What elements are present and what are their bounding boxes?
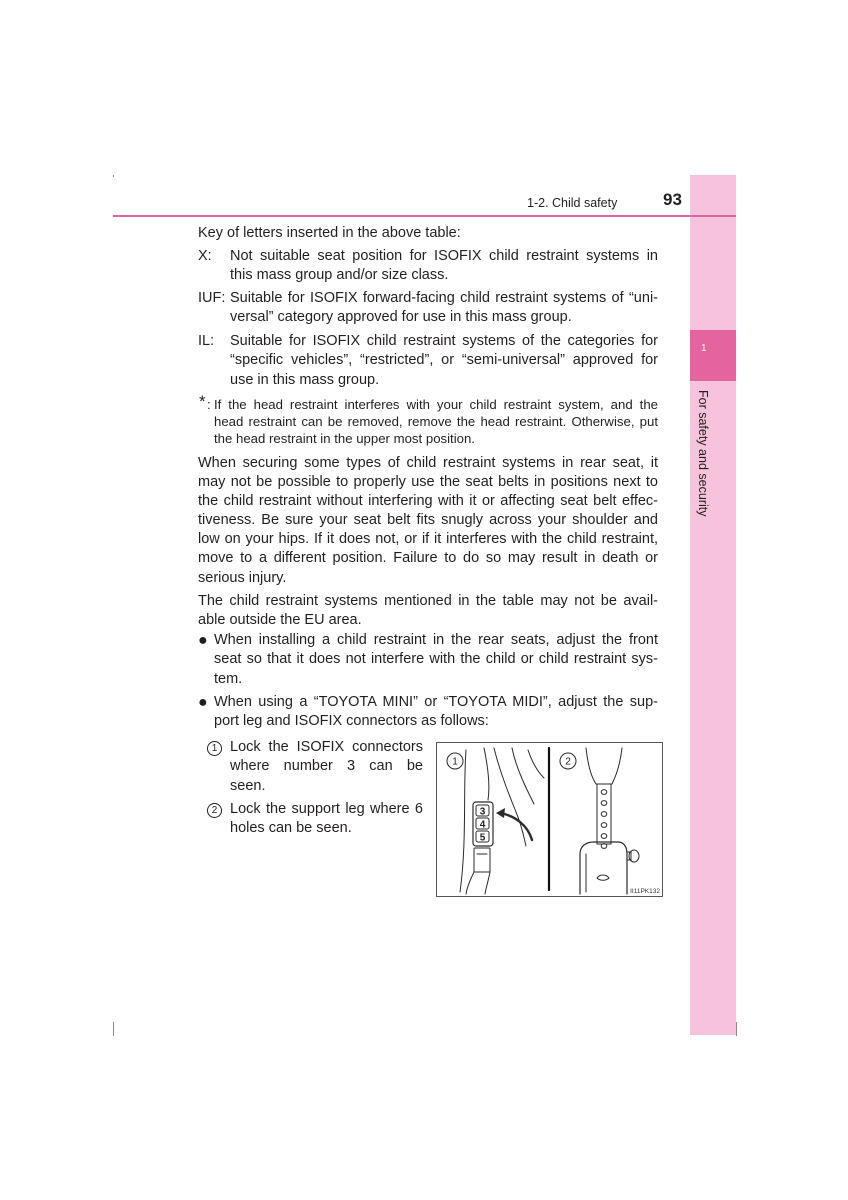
chapter-tab: [690, 330, 736, 381]
key-text: [230, 332, 658, 390]
text-line: serious injury.: [198, 569, 287, 586]
text-line: may not be possible to properly use the seat belts in positions next to: [198, 473, 658, 490]
text-line: Suitable for ISOFIX child restraint systems of the categories for: [230, 333, 658, 349]
seat-edge-line: [466, 872, 474, 894]
text-line: tem.: [214, 670, 243, 687]
text-line: this mass group and/or size class.: [230, 267, 449, 284]
guide-number-5: 5: [479, 832, 486, 844]
text-line: Not suitable seat position for ISOFIX child restraint systems in: [230, 248, 658, 264]
text-line: Key of letters inserted in the above table:: [198, 225, 461, 241]
seat-edge-line: [460, 750, 466, 892]
step-number-badge: 2: [207, 803, 222, 818]
footnote-marker-suffix: :: [207, 397, 211, 412]
step-1: [198, 738, 428, 796]
key-label: IL:: [198, 333, 215, 349]
footnote-marker: *: [199, 392, 206, 411]
pointer-arrowhead: [496, 808, 505, 818]
isofix-bracket: [474, 848, 490, 872]
key-item-x: [198, 247, 658, 286]
paragraph-seat-belt-warning: [198, 454, 658, 588]
text-line: able outside the EU area.: [198, 612, 362, 629]
guide-number-3: 3: [479, 806, 486, 818]
step-text: [230, 738, 423, 796]
guide-number-4: 4: [479, 819, 486, 831]
support-leg-housing: [580, 842, 627, 894]
text-line: When installing a child restraint in the rear seats, adjust the front: [214, 632, 658, 648]
text-line: seen.: [230, 777, 266, 794]
bullet-item-rear-seats: [198, 631, 658, 689]
support-leg-inner: [597, 784, 611, 844]
seat-edge-line: [484, 748, 489, 800]
bullet-text: [214, 693, 658, 732]
chapter-title: For safety and security: [696, 390, 710, 517]
key-text: [230, 247, 658, 286]
support-leg-slot: [597, 875, 609, 880]
bullet-icon: ●: [198, 632, 208, 649]
bullet-icon: ●: [198, 694, 208, 711]
text-line: the head restraint in the upper most position.: [214, 431, 475, 446]
key-label: IUF:: [198, 290, 226, 306]
text-line: seat so that it does not interfere with the child or child restraint sys-: [214, 651, 658, 668]
crop-mark-top-left: [113, 175, 114, 177]
text-line: port leg and ISOFIX connectors as follows:: [214, 713, 489, 730]
footnote: [198, 392, 658, 447]
step-number-badge: 1: [207, 741, 222, 756]
chapter-side-band: [690, 175, 736, 1035]
support-leg-hole: [601, 834, 607, 839]
crop-mark-bottom-right: [736, 1022, 737, 1036]
step-text: [230, 800, 423, 839]
bullet-text: [214, 631, 658, 689]
text-line: When securing some types of child restraint systems in rear seat, it: [198, 454, 658, 471]
isofix-support-leg-figure: [436, 742, 663, 897]
isofix-connector-illustration: [447, 748, 544, 894]
text-line: “specific vehicles”, “restricted”, or “semi-universal” approved for: [230, 352, 658, 369]
chapter-number: 1: [701, 343, 707, 354]
key-intro: [198, 224, 658, 243]
panel-label-1: 1: [452, 756, 458, 768]
crop-mark-bottom-left: [113, 1022, 114, 1036]
text-line: Lock the support leg where 6: [230, 801, 423, 817]
text-line: where number 3 can be: [230, 758, 423, 775]
text-line: low on your hips. If it does not, or if it interferes with the child restraint,: [198, 531, 658, 548]
support-leg-illustration: [560, 748, 639, 894]
step-2: [198, 800, 428, 839]
panel-label-2: 2: [565, 756, 571, 768]
support-leg-hole: [601, 812, 607, 817]
text-line: Suitable for ISOFIX forward-facing child restraint systems of “uni-: [230, 290, 658, 306]
figure-code: II11PK132: [630, 888, 660, 895]
support-leg-hole: [601, 801, 607, 806]
support-leg-hole: [601, 790, 607, 795]
text-line: When using a “TOYOTA MINI” or “TOYOTA MIDI”, adjust the sup-: [214, 694, 658, 710]
pointer-arrow: [500, 813, 532, 840]
key-label: X:: [198, 248, 212, 264]
text-line: tiveness. Be sure your seat belt fits snugly across your shoulder and: [198, 512, 658, 529]
footnote-text: [214, 396, 658, 447]
bullet-item-toyota-mini-midi: [198, 693, 658, 732]
header-rule: [113, 215, 736, 217]
text-line: use in this mass group.: [230, 371, 380, 388]
seat-edge-line: [485, 872, 490, 894]
seat-fold-line: [528, 750, 544, 778]
figure-illustration: [436, 742, 663, 897]
text-line: the child restraint without interfering with it or affecting seat belt effec-: [198, 492, 658, 509]
key-item-iuf: [198, 289, 658, 328]
key-text: [230, 289, 658, 328]
text-line: holes can be seen.: [230, 820, 352, 837]
text-line: Lock the ISOFIX connectors: [230, 739, 423, 755]
support-leg-sleeve: [612, 748, 622, 784]
text-line: head restraint can be removed, remove the head restraint. Otherwise, put: [214, 414, 658, 429]
text-line: If the head restraint interferes with your child restraint system, and the: [214, 397, 658, 412]
text-line: versal” category approved for use in this mass group.: [230, 309, 572, 326]
support-leg-sleeve: [586, 748, 596, 784]
section-title: 1-2. Child safety: [527, 196, 618, 210]
support-leg-hole: [601, 823, 607, 828]
page-number: 93: [663, 190, 682, 209]
key-item-il: [198, 332, 658, 390]
seat-fold-line: [494, 748, 526, 846]
text-line: The child restraint systems mentioned in the table may not be avail-: [198, 593, 658, 609]
text-line: move to a different position. Failure to do so may result in death or: [198, 550, 658, 567]
paragraph-eu-availability: [198, 592, 658, 630]
